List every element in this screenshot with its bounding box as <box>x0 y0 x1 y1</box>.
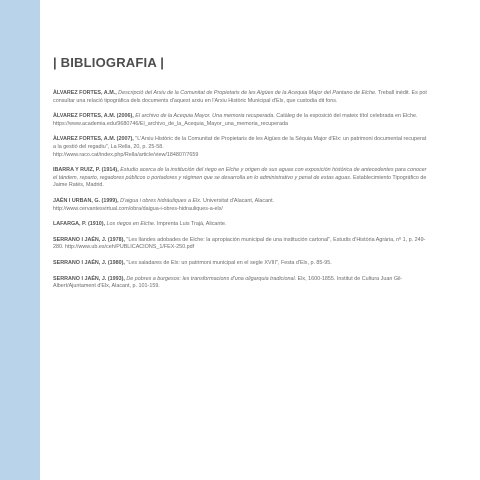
entry-details: . Imprenta Luis Trajá, Alicante. <box>153 221 227 228</box>
entry-author: JAÉN I URBAN, G. (1999), <box>53 197 119 204</box>
entry-link[interactable]: http://www.cervantesvirtual.com/obra/daigua-i-obres-hidrauliques-a-elx/ <box>53 205 223 212</box>
bibliography-entry <box>53 260 428 268</box>
entry-details: "Les saladares de Elx: un patrimoni municipal en el segle XVIII", Festa d'Elx, p. 85-95. <box>124 259 332 266</box>
entry-title: De pobres a burgesos: les transformacions d'una oligarquia tradicional <box>124 275 295 282</box>
bibliography-entry <box>53 113 428 128</box>
bibliography-entry <box>53 237 428 252</box>
entry-title: Estudio acerca de la institución del riego en Elche y origen de sus aguas con exposición histórica de antecedentes para conocer el tándem, reparto, regadores públicos o portadores y régimen que se desarrolla en lo administrativo y penal de estas aguas <box>53 167 427 181</box>
entry-details: . Establecimiento Tipográfico de Jaime Ratés, Madrid. <box>53 174 427 189</box>
bibliography-entry <box>53 276 428 291</box>
entry-title: Los riegos en Elche <box>105 221 154 228</box>
entry-author: SERRANO I JAÉN, J. (1980), <box>53 259 125 266</box>
entry-details[interactable]: . Catàleg de la exposició del mateix títol celebrada en Elche. https://www.academia.edu/9680746/El_archivo_de_la_Acequia_Mayor_una_memoria_recuperada <box>53 113 418 127</box>
bibliography-entry <box>53 90 428 105</box>
entry-details: . Elx, 1600-1855. Institut de Cultura Juan Gil-Albert/Ajuntament d'Elx, Alacant, p. 101-159. <box>53 275 403 290</box>
entry-details: . Universitat d'Alacant, Alacant. <box>199 197 275 204</box>
bibliography-content <box>53 55 428 299</box>
entry-author: ÀLVAREZ FORTES, A.M., <box>53 90 117 96</box>
bibliography-entry <box>53 198 428 213</box>
entry-author: ÀLVAREZ FORTES, A.M. (2006), <box>53 113 134 120</box>
page-title: | BIBLIOGRAFIA | <box>53 55 165 70</box>
entry-title: D'aigua i obres hidràuliques a Elx <box>118 197 200 204</box>
bibliography-entry <box>53 136 428 159</box>
entry-author: LAFARGA, P. (1910), <box>53 221 106 228</box>
side-color-bar <box>0 0 40 480</box>
entry-author: SERRANO I JAÉN, J. (1978), <box>53 236 125 243</box>
entry-details[interactable]: "Les llandes adobades de Elche: la apropiación municipal de una institución cartonal", Estudis d'Història Agrària, nº 1, p. 249-280. http://www.ub.es/ceh/PUBLICACIONS_1/FEX-250.pdf <box>53 236 426 251</box>
entry-title: El archivo de la Acequia Mayor. Una memoria recuperada <box>133 113 274 120</box>
entry-author: ÀLVAREZ FORTES, A.M. (2007), <box>53 136 134 143</box>
bibliography-entry <box>53 221 428 229</box>
entry-link[interactable]: http://www.raco.cat/index.php/Rella/article/view/184807/7659 <box>53 151 199 158</box>
bibliography-entry <box>53 167 428 190</box>
entry-author: IBARRA Y RUIZ, P. (1914), <box>53 167 119 174</box>
entry-title: Descripció del Arxiu de la Comunitat de Propietaris de les Aigües de la Acequia Major del Pantano de Elche <box>116 90 375 96</box>
entry-details: "L'Arxiu Històric de la Comunitat de Propietaris de les Aigües de la Séquia Major d'Elx: un patrimoni documental recuperat a la gestió del regadiu", La Rella, 20, p. 25-58. <box>53 136 427 150</box>
entry-details: . Treball inèdit. Es pot consultar una relació tipogràfica dels documents d'aquest arxiu en l'Arxiu Històric Municipal d'Elx, que custodia dit fons. <box>53 90 427 104</box>
entry-author: SERRANO I JAÉN, J. (1993), <box>53 275 125 282</box>
